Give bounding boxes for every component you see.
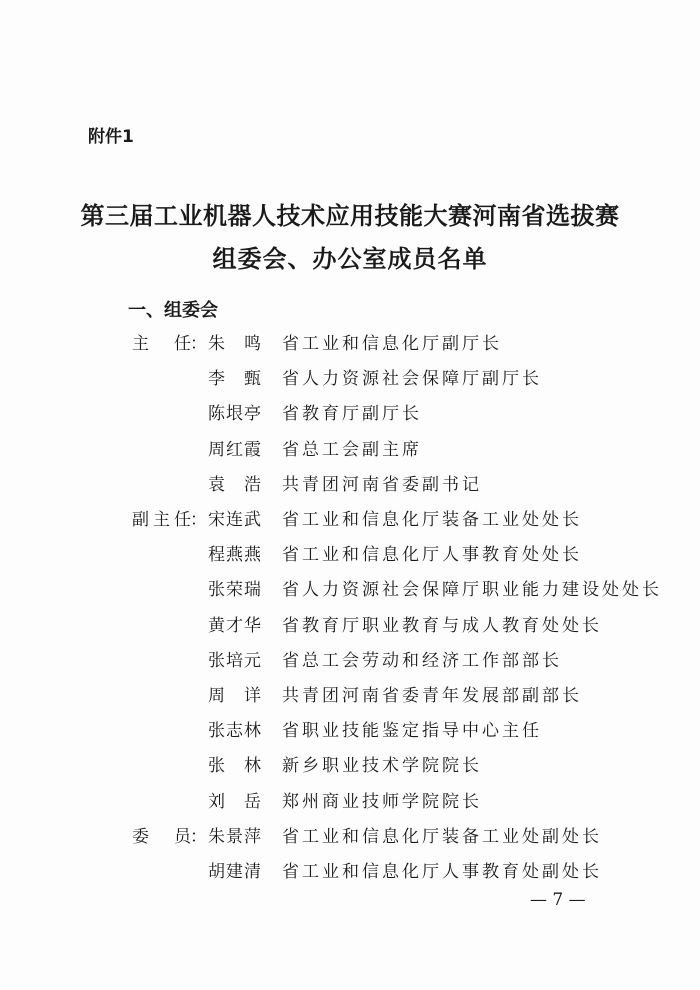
- document-title-line-2: 组委会、办公室成员名单: [212, 245, 488, 273]
- section-heading: 一、组委会: [128, 300, 218, 321]
- member-position: 共青团河南省委青年发展部副部长: [282, 686, 582, 706]
- member-name: 周红霞: [208, 439, 262, 460]
- member-row: [0, 611, 700, 641]
- member-name: 程燕燕: [208, 545, 262, 566]
- member-row: [0, 822, 700, 852]
- member-row: [0, 364, 700, 394]
- member-position: 省工业和信息化厅人事教育处处长: [282, 545, 582, 566]
- member-name: 李 甄: [208, 369, 262, 390]
- member-row: [0, 751, 700, 781]
- member-row: [0, 575, 700, 605]
- member-name: 黄才华: [208, 615, 262, 636]
- page-number: — 7 —: [530, 890, 586, 910]
- member-name: 张志林: [208, 721, 262, 742]
- member-role: 副主任: [132, 510, 195, 530]
- member-position: 共青团河南省委副书记: [282, 474, 482, 495]
- member-position: 新乡职业技术学院院长: [282, 756, 482, 777]
- attachment-label: 附件1: [88, 127, 134, 147]
- member-name: 张荣瑞: [208, 580, 262, 601]
- member-name: 陈垠亭: [208, 404, 262, 425]
- member-role: 委 员: [132, 826, 195, 847]
- member-position: 省人力资源社会保障厅副厅长: [282, 369, 542, 390]
- member-row: [0, 505, 700, 535]
- member-role: 主 任: [132, 334, 195, 354]
- member-position: 省总工会劳动和经济工作部部长: [282, 650, 562, 671]
- member-name: 袁 浩: [208, 474, 262, 495]
- member-position: 郑州商业技师学院院长: [282, 791, 482, 812]
- member-name: 张培元: [208, 650, 262, 671]
- member-name: 周 详: [208, 686, 262, 706]
- member-name: 张 林: [208, 756, 262, 777]
- member-name: 宋连武: [208, 510, 262, 530]
- member-position: 省工业和信息化厅装备工业处副处长: [282, 826, 602, 847]
- role-colon: ：: [190, 510, 207, 530]
- member-position: 省教育厅副厅长: [282, 404, 422, 425]
- member-row: [0, 857, 700, 887]
- member-position: 省职业技能鉴定指导中心主任: [282, 721, 542, 742]
- member-position: 省总工会副主席: [282, 439, 422, 460]
- member-name: 胡建清: [208, 862, 262, 882]
- member-row: [0, 787, 700, 817]
- member-position: 省工业和信息化厅人事教育处副处长: [282, 862, 602, 882]
- member-position: 省工业和信息化厅副厅长: [282, 334, 502, 354]
- document-title-line-1: 第三届工业机器人技术应用技能大赛河南省选拔赛: [80, 202, 620, 230]
- member-name: 刘 岳: [208, 791, 262, 812]
- member-row: [0, 399, 700, 429]
- role-colon: ：: [190, 826, 207, 847]
- member-row: [0, 681, 700, 711]
- member-row: [0, 646, 700, 676]
- member-position: 省人力资源社会保障厅职业能力建设处处长: [282, 580, 662, 601]
- member-row: [0, 716, 700, 746]
- member-row: [0, 540, 700, 570]
- member-name: 朱 鸣: [208, 334, 262, 354]
- member-position: 省教育厅职业教育与成人教育处处长: [282, 615, 602, 636]
- member-row: [0, 435, 700, 465]
- member-position: 省工业和信息化厅装备工业处处长: [282, 510, 582, 530]
- member-name: 朱景萍: [208, 826, 262, 847]
- member-row: [0, 470, 700, 500]
- member-row: [0, 329, 700, 359]
- role-colon: ：: [190, 334, 207, 354]
